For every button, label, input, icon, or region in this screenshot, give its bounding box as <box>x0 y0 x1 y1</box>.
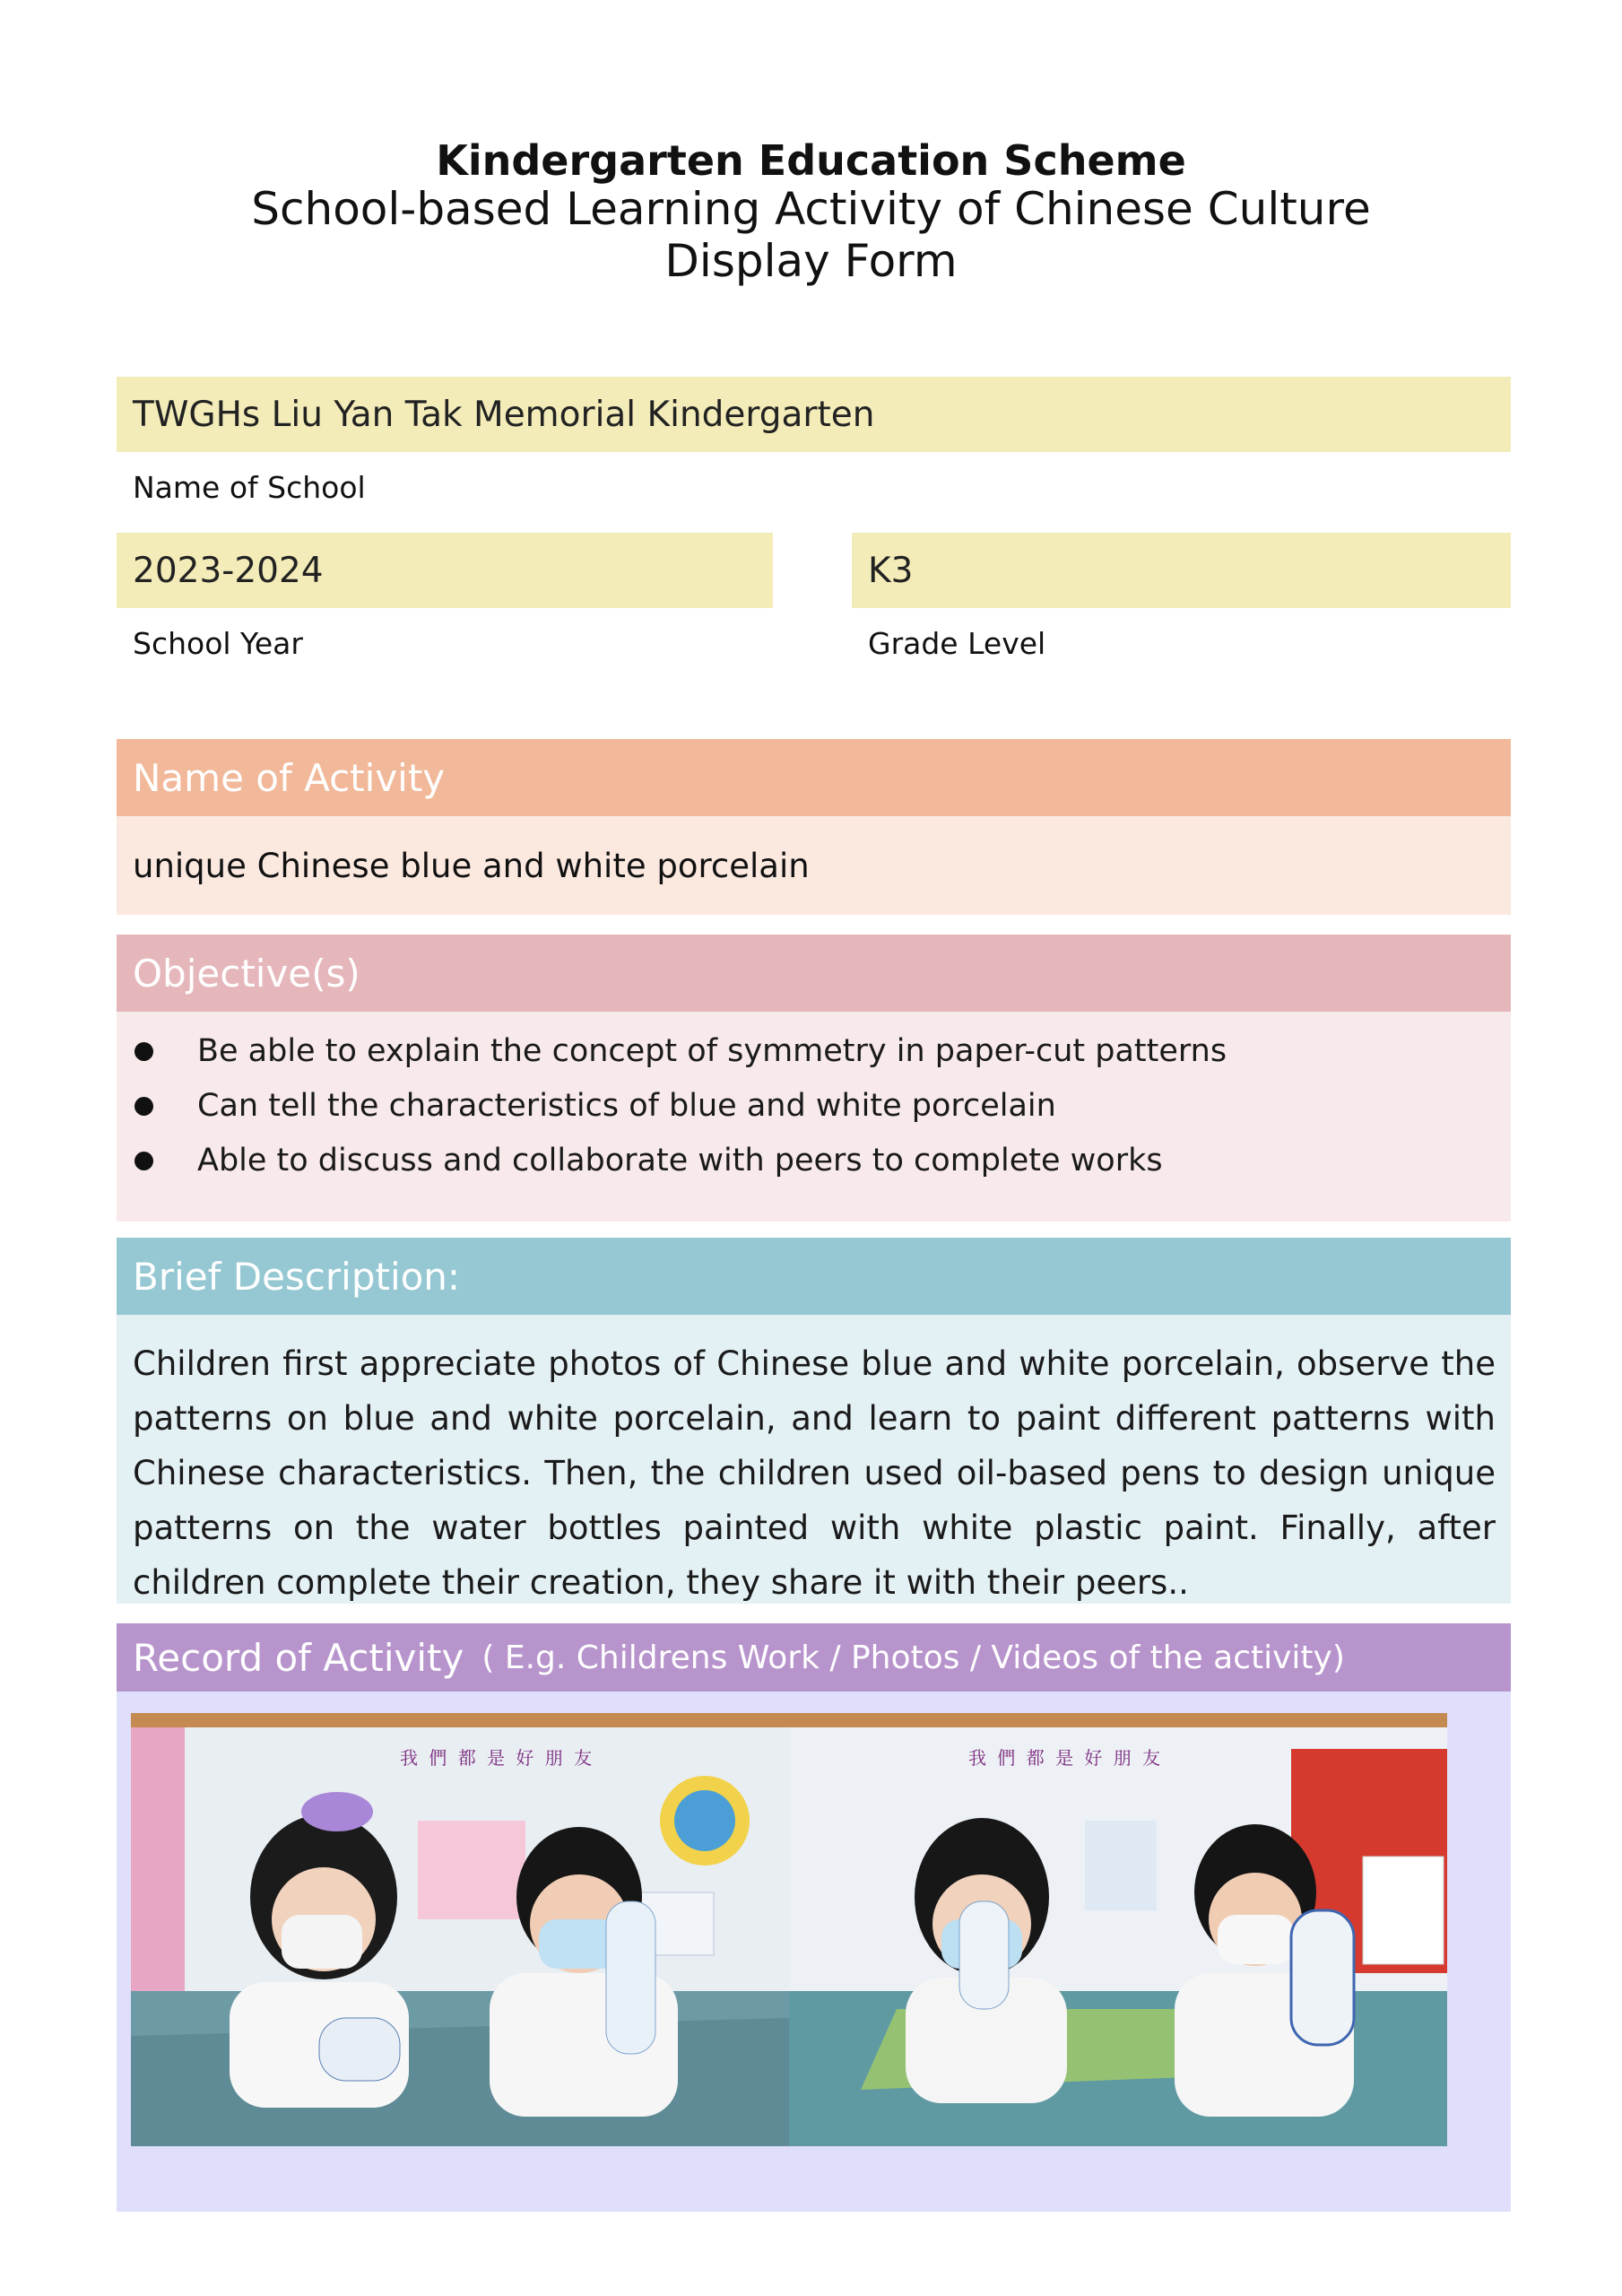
activity-photo-right-image <box>789 1713 1447 2146</box>
record-heading: Record of Activity <box>133 1635 464 1680</box>
school-year-field <box>117 533 773 608</box>
objectives-heading-bar <box>117 935 1511 1012</box>
list-item <box>117 1079 1511 1134</box>
activity-photo-left <box>131 1713 789 2146</box>
record-heading-note: ( E.g. Childrens Work / Photos / Videos of the activity) <box>481 1639 1345 1676</box>
bullet-icon <box>134 1152 153 1170</box>
photo-right-wall-text: 我 們 都 是 好 朋 友 <box>968 1747 1164 1769</box>
bullet-icon <box>134 1042 153 1061</box>
description-heading-bar <box>117 1238 1511 1315</box>
activity-panel <box>117 816 1511 915</box>
grade-level-field <box>852 533 1511 608</box>
school-name-field <box>117 377 1511 452</box>
activity-name-value: unique Chinese blue and white porcelain <box>133 846 810 885</box>
school-name-value: TWGHs Liu Yan Tak Memorial Kindergarten <box>133 394 875 435</box>
form-activity-title: School-based Learning Activity of Chinese Culture <box>251 183 1371 235</box>
list-item <box>117 1134 1511 1188</box>
school-name-label: Name of School <box>133 470 366 505</box>
description-text: Children first appreciate photos of Chinese blue and white porcelain, observe the patterns on blue and white porcelain, and learn to paint different patterns with Chinese characteristics. Then, the children used oil-based pens to design unique patterns on the water bottles painted with white plastic paint. Finally, after children complete their creation, they share it with their peers.. <box>133 1344 1496 1602</box>
grade-level-value: K3 <box>868 550 914 591</box>
school-year-label: School Year <box>133 626 303 661</box>
activity-photo-right <box>789 1713 1447 2146</box>
school-year-value: 2023-2024 <box>133 550 324 591</box>
activity-photo-left-image <box>131 1713 789 2146</box>
objectives-heading: Objective(s) <box>133 951 360 996</box>
objective-text: Able to discuss and collaborate with peers to complete works <box>197 1143 1163 1178</box>
objectives-list <box>117 1024 1511 1188</box>
grade-level-label: Grade Level <box>868 626 1046 661</box>
activity-heading: Name of Activity <box>133 755 446 800</box>
form-scheme-title: Kindergarten Education Scheme <box>436 136 1186 185</box>
objective-text: Can tell the characteristics of blue and white porcelain <box>197 1088 1056 1124</box>
bullet-icon <box>134 1097 153 1116</box>
description-heading: Brief Description: <box>133 1254 461 1299</box>
record-heading-bar <box>117 1623 1511 1692</box>
list-item <box>117 1024 1511 1079</box>
form-display-title: Display Form <box>664 235 958 287</box>
activity-heading-bar <box>117 739 1511 816</box>
photo-left-wall-text: 我 們 都 是 好 朋 友 <box>400 1747 595 1769</box>
objective-text: Be able to explain the concept of symmetry in paper-cut patterns <box>197 1033 1227 1069</box>
